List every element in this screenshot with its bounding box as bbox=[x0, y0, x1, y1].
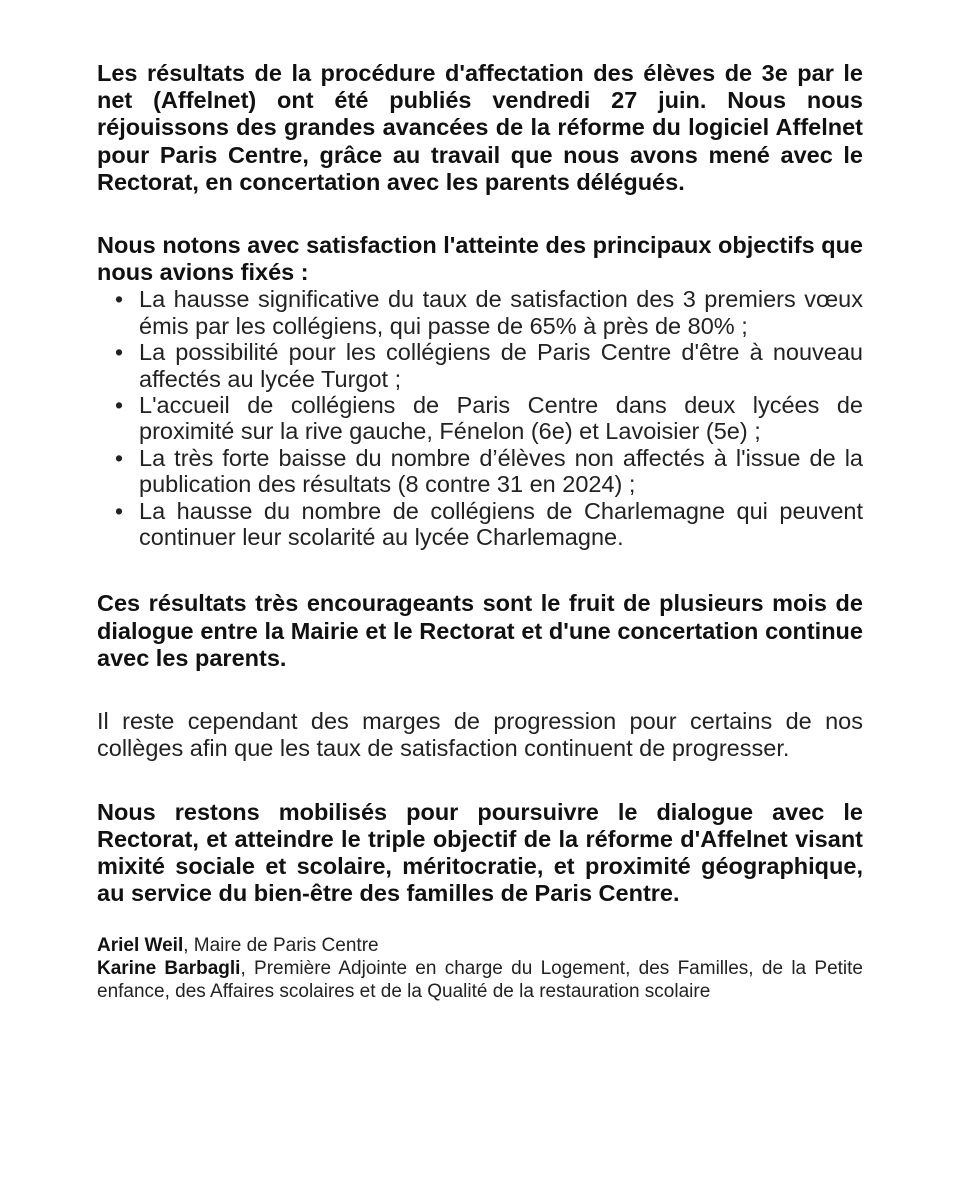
signatory-role: , Maire de Paris Centre bbox=[183, 935, 379, 957]
list-item-text: La possibilité pour les collégiens de Paris Centre d'être à nouveau affectés au lycée Turgot ; bbox=[139, 339, 863, 392]
signatory-role: , Première Adjointe en charge du Logement, des Familles, de la Petite enfance, des Affaires scolaires et de la Qualité de la restauration scolaire bbox=[97, 958, 863, 1003]
mobilized-paragraph: Nous restons mobilisés pour poursuivre le dialogue avec le Rectorat, et atteindre le triple objectif de la réforme d'Affelnet visant mixité sociale et scolaire, méritocratie, et proximité géographique, au service du bien-être des familles de Paris Centre. bbox=[97, 798, 863, 907]
list-item-text: La hausse du nombre de collégiens de Charlemagne qui peuvent continuer leur scolarité au lycée Charlemagne. bbox=[139, 497, 863, 551]
bullet-icon: • bbox=[115, 444, 124, 471]
bullet-icon: • bbox=[115, 392, 124, 419]
margins-paragraph: Il reste cependant des marges de progression pour certains de nos collèges afin que les taux de satisfaction continuent de progresser. bbox=[97, 708, 863, 762]
signatory-name: Karine Barbagli bbox=[97, 958, 241, 980]
bullet-icon: • bbox=[115, 497, 124, 524]
list-item bbox=[115, 339, 863, 392]
list-item bbox=[115, 286, 863, 339]
press-statement bbox=[97, 60, 863, 1003]
list-item bbox=[115, 497, 863, 551]
signatory-name: Ariel Weil bbox=[97, 935, 184, 957]
signature-block bbox=[97, 934, 863, 1003]
results-paragraph: Ces résultats très encourageants sont le fruit de plusieurs mois de dialogue entre la Mairie et le Rectorat et d'une concertation continue avec les parents. bbox=[97, 590, 863, 671]
intro-paragraph: Les résultats de la procédure d'affectation des élèves de 3e par le net (Affelnet) ont été publiés vendredi 27 juin. Nous nous réjouissons des grandes avancées de la réforme du logiciel Affelnet pour Paris Centre, grâce au travail que nous avons mené avec le Rectorat, en concertation avec les parents délégués. bbox=[97, 60, 863, 195]
bullet-icon: • bbox=[115, 339, 124, 366]
list-item bbox=[115, 444, 863, 498]
signature-mayor bbox=[97, 934, 863, 957]
bullet-icon: • bbox=[115, 286, 124, 313]
signature-deputy bbox=[97, 957, 863, 1003]
list-item-text: La très forte baisse du nombre d’élèves non affectés à l'issue de la publication des résultats (8 contre 31 en 2024) ; bbox=[139, 444, 863, 498]
list-item-text: L'accueil de collégiens de Paris Centre dans deux lycées de proximité sur la rive gauche, Fénelon (6e) et Lavoisier (5e) ; bbox=[139, 392, 863, 445]
objectives-intro: Nous notons avec satisfaction l'atteinte des principaux objectifs que nous avions fixés : bbox=[97, 232, 863, 286]
objectives-list bbox=[97, 286, 863, 550]
list-item-text: La hausse significative du taux de satisfaction des 3 premiers vœux émis par les collégiens, qui passe de 65% à près de 80% ; bbox=[139, 286, 863, 339]
list-item bbox=[115, 392, 863, 445]
